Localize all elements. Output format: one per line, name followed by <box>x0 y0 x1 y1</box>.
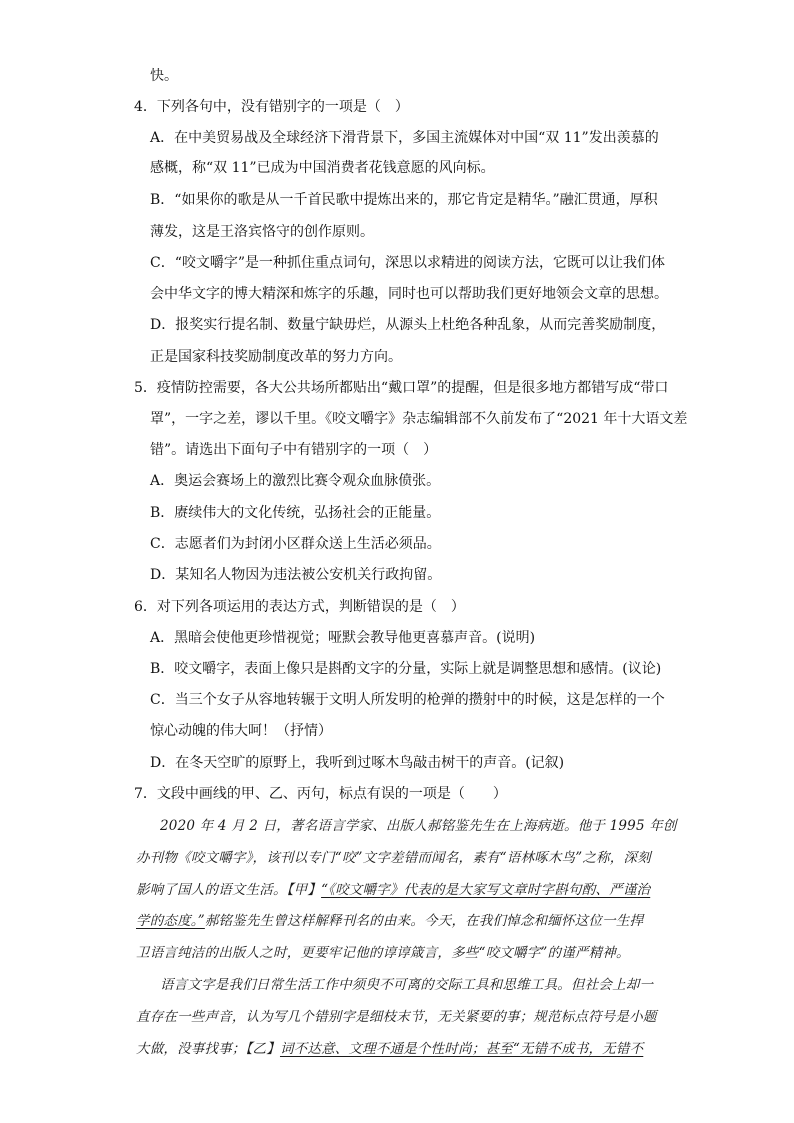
passage-line <box>136 880 650 900</box>
passage-line <box>136 1039 643 1059</box>
text-line: 快。 <box>150 68 178 84</box>
question-7-stem: 7．文段中画线的甲、乙、丙句，标点有误的一项是（ ） <box>134 786 507 802</box>
underlined-sentence-jia: “《咬文嚼字》代表的是大家写文章时字斟句酌、严谨治 <box>321 882 651 898</box>
passage-line <box>136 911 643 931</box>
question-4-option-a-cont: 感概，称“双 11”已成为中国消费者花钱意愿的风向标。 <box>150 160 495 176</box>
question-6-option-c-cont: 惊心动魄的伟大呵！（抒情） <box>150 723 332 739</box>
question-5-stem-cont: 罩”，一字之差，谬以千里。《咬文嚼字》杂志编辑部不久前发布了“2021 年十大语文差 <box>150 411 688 427</box>
question-4-option-d-cont: 正是国家科技奖励制度改革的努力方向。 <box>150 349 402 365</box>
passage-text: 大做，没事找事； <box>136 1041 246 1057</box>
passage-text: 郝铭鉴先生曾这样解释刊名的由来。今天，在我们悼念和缅怀这位一生捍 <box>204 913 644 929</box>
question-5-option-c: C．志愿者们为封闭小区群众送上生活必须品。 <box>150 536 441 552</box>
question-6-option-c: C．当三个女子从容地转辗于文明人所发明的枪弹的攒射中的时候，这是怎样的一个 <box>150 692 665 708</box>
passage-line: 语言文字是我们日常生活工作中须臾不可离的交际工具和思维工具。但社会上却一 <box>160 977 654 993</box>
question-4-option-b-cont: 薄发，这是王洛宾恪守的创作原则。 <box>150 224 374 240</box>
question-4-stem: 4．下列各句中，没有错别字的一项是（ ） <box>134 99 409 115</box>
passage-line: 直存在一些声音，认为写几个错别字是细枝末节，无关紧要的事；规范标点符号是小题 <box>136 1009 657 1025</box>
passage-line: 卫语言纯洁的出版人之时，更要牢记他的谆谆箴言，多些“咬文嚼字”的谨严精神。 <box>136 945 630 961</box>
question-5-option-a: A．奥运会赛场上的激烈比赛令观众血脉偾张。 <box>150 473 441 489</box>
question-5-stem-cont: 错”。请选出下面句子中有错别字的一项（ ） <box>150 442 438 458</box>
question-4-option-c: C．“咬文嚼字”是一种抓住重点词句，深思以求精进的阅读方法，它既可以让我们体 <box>150 255 666 271</box>
passage-line: 办刊物《咬文嚼字》，该刊以专门“咬”文字差错而闻名，素有“语林啄木鸟”之称，深刻 <box>136 850 651 866</box>
question-4-option-c-cont: 会中华文字的博大精深和炼字的乐趣，同时也可以帮助我们更好地领会文章的思想。 <box>150 286 668 302</box>
marker-yi: 【乙】 <box>245 1041 280 1057</box>
question-6-option-d: D．在冬天空旷的原野上，我听到过啄木鸟敲击树干的声音。(记叙) <box>150 755 565 771</box>
question-5-option-d: D．某知名人物因为违法被公安机关行政拘留。 <box>150 567 442 583</box>
underlined-sentence-yi: 词不达意、文理不通是个性时尚；甚至“无错不成书，无错不 <box>279 1041 644 1057</box>
question-6-option-a: A．黑暗会使他更珍惜视觉；哑默会教导他更喜慕声音。(说明) <box>150 630 536 646</box>
question-6-option-b: B．咬文嚼字，表面上像只是斟酌文字的分量，实际上就是调整思想和感情。(议论) <box>150 661 662 677</box>
passage-text: 影响了国人的语文生活。 <box>136 882 287 898</box>
question-4-option-d: D．报奖实行提名制、数量宁缺毋烂，从源头上杜绝各种乱象，从而完善奖励制度， <box>150 317 666 333</box>
underlined-sentence-jia-end: 学的态度。” <box>136 913 205 929</box>
question-6-stem: 6．对下列各项运用的表达方式，判断错误的是（ ） <box>134 599 465 615</box>
question-4-option-a: A．在中美贸易战及全球经济下滑背景下，多国主流媒体对中国“双 11”发出羡慕的 <box>150 130 659 146</box>
question-5-option-b: B．赓续伟大的文化传统，弘扬社会的正能量。 <box>150 505 441 521</box>
marker-jia: 【甲】 <box>286 882 322 898</box>
question-4-option-b: B．“如果你的歌是从一千首民歌中提炼出来的，那它肯定是精华。”融汇贯通，厚积 <box>150 192 658 208</box>
passage-line: 2020 年 4 月 2 日，著名语言学家、出版人郝铭鉴先生在上海病逝。他于 1995 年创 <box>160 818 677 834</box>
question-5-stem: 5．疫情防控需要，各大公共场所都贴出“戴口罩”的提醒，但是很多地方都错写成“带口 <box>134 380 669 396</box>
